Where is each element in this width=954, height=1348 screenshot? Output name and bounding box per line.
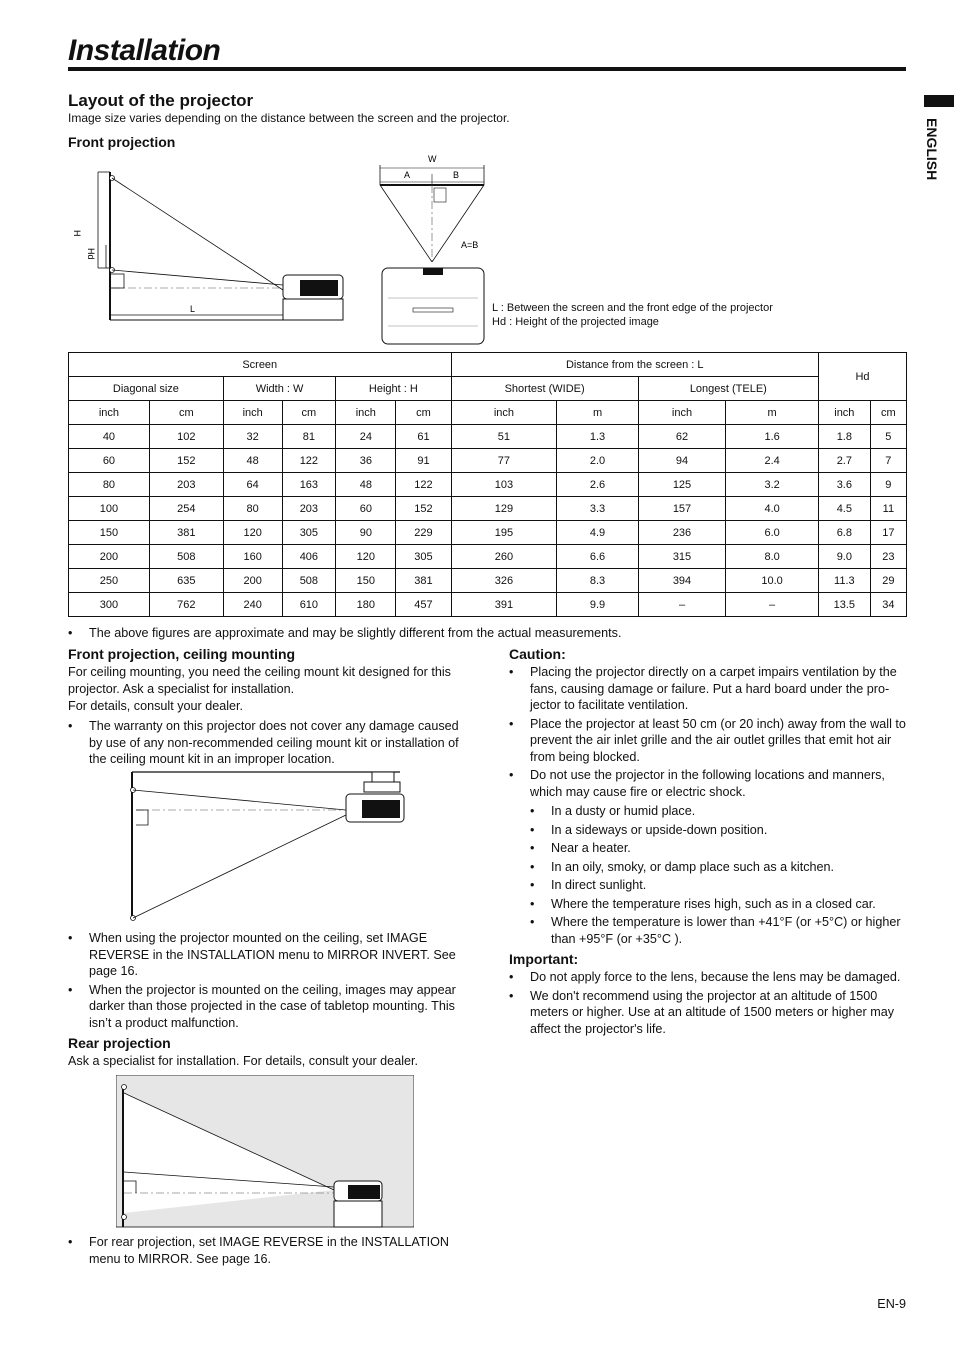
caution-sub-item: • Near a heater. [509, 840, 907, 857]
table-cell: 8.3 [557, 569, 638, 593]
table-cell: 94 [638, 449, 726, 473]
ceiling-bullet-mirror-invert: • When using the projector mounted on the ceiling, set IMAGE REVERSE in the INSTALLATION menu to MIRROR INVERT. See page 16. [68, 930, 468, 980]
important-list [509, 969, 907, 1039]
table-cell: 381 [149, 521, 223, 545]
table-cell: 3.2 [726, 473, 819, 497]
table-cell: 120 [336, 545, 396, 569]
table-cell: 122 [396, 473, 451, 497]
table-cell: 2.0 [557, 449, 638, 473]
caution-sub-item: • In a sideways or upside-down position. [509, 822, 907, 839]
table-cell: 3.6 [818, 473, 870, 497]
label-AB: A=B [461, 240, 479, 250]
table-cell: 77 [451, 449, 557, 473]
label-B: B [453, 170, 460, 180]
caution-sub-item: • In a dusty or humid place. [509, 803, 907, 820]
table-cell: 9 [870, 473, 906, 497]
header-screen: Screen [69, 353, 452, 377]
table-cell: 300 [69, 593, 150, 617]
table-cell: 10.0 [726, 569, 819, 593]
legend-Hd: Hd : Height of the projected image [492, 316, 659, 328]
table-cell: 762 [149, 593, 223, 617]
table-cell: 40 [69, 425, 150, 449]
table-row [69, 473, 907, 497]
table-cell: 240 [223, 593, 282, 617]
unit-cell: inch [638, 401, 726, 425]
table-row [69, 545, 907, 569]
ceiling-p2: For details, consult your dealer. [68, 699, 244, 713]
header-width: Width : W [223, 377, 335, 401]
table-row [69, 593, 907, 617]
ceiling-mount-diagram [128, 770, 410, 926]
label-L: L [190, 304, 196, 314]
table-cell: 34 [870, 593, 906, 617]
table-cell: 260 [451, 545, 557, 569]
language-tab [912, 118, 952, 188]
table-cell: 152 [396, 497, 451, 521]
projection-distance-table [68, 352, 907, 617]
rear-p1: Ask a specialist for installation. For details, consult your dealer. [68, 1054, 418, 1068]
table-cell: 200 [223, 569, 282, 593]
unit-cell: cm [282, 401, 336, 425]
table-cell: 160 [223, 545, 282, 569]
table-cell: 9.0 [818, 545, 870, 569]
table-note: • The above figures are approximate and may be slightly different from the actual measurements. [68, 625, 908, 642]
table-note-list [68, 625, 908, 644]
unit-cell: inch [336, 401, 396, 425]
language-label: ENGLISH [924, 118, 940, 181]
unit-cell: inch [223, 401, 282, 425]
table-cell: 180 [336, 593, 396, 617]
table-cell: 17 [870, 521, 906, 545]
header-height: Height : H [336, 377, 451, 401]
table-cell: 90 [336, 521, 396, 545]
table-cell: 391 [451, 593, 557, 617]
table-cell: 150 [336, 569, 396, 593]
table-cell: 508 [149, 545, 223, 569]
ceiling-p1: For ceiling mounting, you need the ceiling mount kit designed for this projector. Ask a specialist for installation. [68, 665, 451, 696]
ceiling-heading: Front projection, ceiling mounting [68, 646, 296, 662]
legend-L: L : Between the screen and the front edge of the projector [492, 302, 773, 314]
rear-heading: Rear projection [68, 1035, 171, 1051]
header-longest: Longest (TELE) [638, 377, 818, 401]
table-cell: 80 [69, 473, 150, 497]
table-cell: 81 [282, 425, 336, 449]
table-cell: 635 [149, 569, 223, 593]
table-cell: 610 [282, 593, 336, 617]
table-cell: 60 [336, 497, 396, 521]
table-cell: – [726, 593, 819, 617]
table-cell: 51 [451, 425, 557, 449]
table-cell: 394 [638, 569, 726, 593]
caution-item: • Do not use the projector in the following locations and manners, which may cause fire or electric shock. [509, 767, 907, 800]
caution-sub-item: • Where the temperature rises high, such as in a closed car. [509, 896, 907, 913]
table-cell: 2.4 [726, 449, 819, 473]
table-cell: 120 [223, 521, 282, 545]
table-cell: 5 [870, 425, 906, 449]
table-row [69, 449, 907, 473]
unit-cell: m [726, 401, 819, 425]
ceiling-notes-list [68, 930, 468, 1033]
unit-cell: inch [451, 401, 557, 425]
table-cell: 9.9 [557, 593, 638, 617]
caution-sub-list [509, 803, 907, 949]
table-cell: 23 [870, 545, 906, 569]
table-cell: 7 [870, 449, 906, 473]
table-row [69, 521, 907, 545]
table-cell: 2.7 [818, 449, 870, 473]
front-projection-heading: Front projection [68, 134, 176, 150]
table-cell: 125 [638, 473, 726, 497]
table-cell: 129 [451, 497, 557, 521]
table-cell: – [638, 593, 726, 617]
header-diagonal: Diagonal size [69, 377, 224, 401]
table-cell: 6.0 [726, 521, 819, 545]
table-cell: 157 [638, 497, 726, 521]
caution-sub-item: • In direct sunlight. [509, 877, 907, 894]
unit-cell: cm [149, 401, 223, 425]
page-number: EN-9 [877, 1297, 906, 1311]
label-Hd: Hd [86, 248, 96, 260]
title-rule [68, 67, 906, 71]
table-cell: 36 [336, 449, 396, 473]
table-cell: 203 [149, 473, 223, 497]
table-cell: 48 [336, 473, 396, 497]
table-cell: 64 [223, 473, 282, 497]
rear-bullet-mirror: • For rear projection, set IMAGE REVERSE in the INSTALLATION menu to MIRROR. See page 16. [68, 1234, 468, 1267]
table-cell: 4.0 [726, 497, 819, 521]
table-cell: 102 [149, 425, 223, 449]
unit-cell: m [557, 401, 638, 425]
header-shortest: Shortest (WIDE) [451, 377, 638, 401]
header-hd: Hd [818, 353, 906, 401]
table-cell: 48 [223, 449, 282, 473]
table-cell: 406 [282, 545, 336, 569]
table-cell: 4.5 [818, 497, 870, 521]
table-cell: 61 [396, 425, 451, 449]
table-cell: 32 [223, 425, 282, 449]
caution-item: • Placing the projector directly on a carpet impairs ventilation by the fans, causing damage or failure. Put a hard board under the pro-jector to facilitate ventilation. [509, 664, 907, 714]
table-cell: 29 [870, 569, 906, 593]
page-title: Installation [68, 34, 221, 67]
table-cell: 8.0 [726, 545, 819, 569]
ceiling-bullet-darker: • When the projector is mounted on the ceiling, images may appear darker than those projected in the case of tabletop mounting. This isn’t a product malfunction. [68, 982, 468, 1032]
table-row [69, 497, 907, 521]
table-cell: 11 [870, 497, 906, 521]
caution-list [509, 664, 907, 802]
table-cell: 6.6 [557, 545, 638, 569]
table-cell: 100 [69, 497, 150, 521]
table-cell: 457 [396, 593, 451, 617]
table-cell: 80 [223, 497, 282, 521]
unit-cell: cm [396, 401, 451, 425]
layout-heading: Layout of the projector [68, 91, 254, 110]
unit-cell: cm [870, 401, 906, 425]
rear-projection-diagram [116, 1075, 414, 1229]
important-item: • Do not apply force to the lens, because the lens may be damaged. [509, 969, 907, 986]
unit-cell: inch [69, 401, 150, 425]
table-cell: 6.8 [818, 521, 870, 545]
table-cell: 1.3 [557, 425, 638, 449]
caution-item: • Place the projector at least 50 cm (or 20 inch) away from the wall to prevent the air inlet grille and the air outlet grilles that emit hot air from being blocked. [509, 716, 907, 766]
table-cell: 4.9 [557, 521, 638, 545]
rear-notes-list [68, 1234, 468, 1269]
table-cell: 200 [69, 545, 150, 569]
ceiling-bullet-warranty: • The warranty on this projector does not cover any damage caused by use of any non-recommended ceiling mount kit or installation of the ceiling mount kit in an improper location. [68, 718, 468, 768]
important-item: • We don't recommend using the projector at an altitude of 1500 meters or higher. Use at an altitude of 1500 meters or higher may affect the projector's life. [509, 988, 907, 1038]
label-W: W [428, 154, 437, 164]
table-cell: 122 [282, 449, 336, 473]
language-tab-marker [924, 95, 954, 107]
table-cell: 11.3 [818, 569, 870, 593]
table-row [69, 425, 907, 449]
table-cell: 3.3 [557, 497, 638, 521]
caution-sub-item: • In an oily, smoky, or damp place such as a kitchen. [509, 859, 907, 876]
table-cell: 250 [69, 569, 150, 593]
table-cell: 203 [282, 497, 336, 521]
table-cell: 195 [451, 521, 557, 545]
table-cell: 305 [396, 545, 451, 569]
table-cell: 152 [149, 449, 223, 473]
caution-heading: Caution: [509, 646, 566, 662]
important-heading: Important: [509, 951, 579, 967]
table-cell: 24 [336, 425, 396, 449]
table-cell: 1.8 [818, 425, 870, 449]
table-cell: 229 [396, 521, 451, 545]
table-cell: 163 [282, 473, 336, 497]
table-cell: 60 [69, 449, 150, 473]
caution-sub-item: • Where the temperature is lower than +41°F (or +5°C) or higher than +95°F (or +35°C ). [509, 914, 907, 947]
front-projection-diagram [68, 150, 788, 348]
label-H: H [72, 230, 82, 237]
table-cell: 254 [149, 497, 223, 521]
table-cell: 150 [69, 521, 150, 545]
unit-cell: inch [818, 401, 870, 425]
table-cell: 13.5 [818, 593, 870, 617]
table-cell: 91 [396, 449, 451, 473]
table-cell: 381 [396, 569, 451, 593]
unit-row [69, 401, 907, 425]
table-cell: 62 [638, 425, 726, 449]
ceiling-warranty-list [68, 718, 468, 770]
table-cell: 2.6 [557, 473, 638, 497]
table-cell: 508 [282, 569, 336, 593]
layout-intro: Image size varies depending on the distance between the screen and the projector. [68, 111, 510, 125]
table-cell: 1.6 [726, 425, 819, 449]
label-A: A [404, 170, 411, 180]
table-cell: 305 [282, 521, 336, 545]
table-cell: 236 [638, 521, 726, 545]
header-distance: Distance from the screen : L [451, 353, 818, 377]
table-cell: 103 [451, 473, 557, 497]
table-cell: 326 [451, 569, 557, 593]
table-row [69, 569, 907, 593]
table-cell: 315 [638, 545, 726, 569]
